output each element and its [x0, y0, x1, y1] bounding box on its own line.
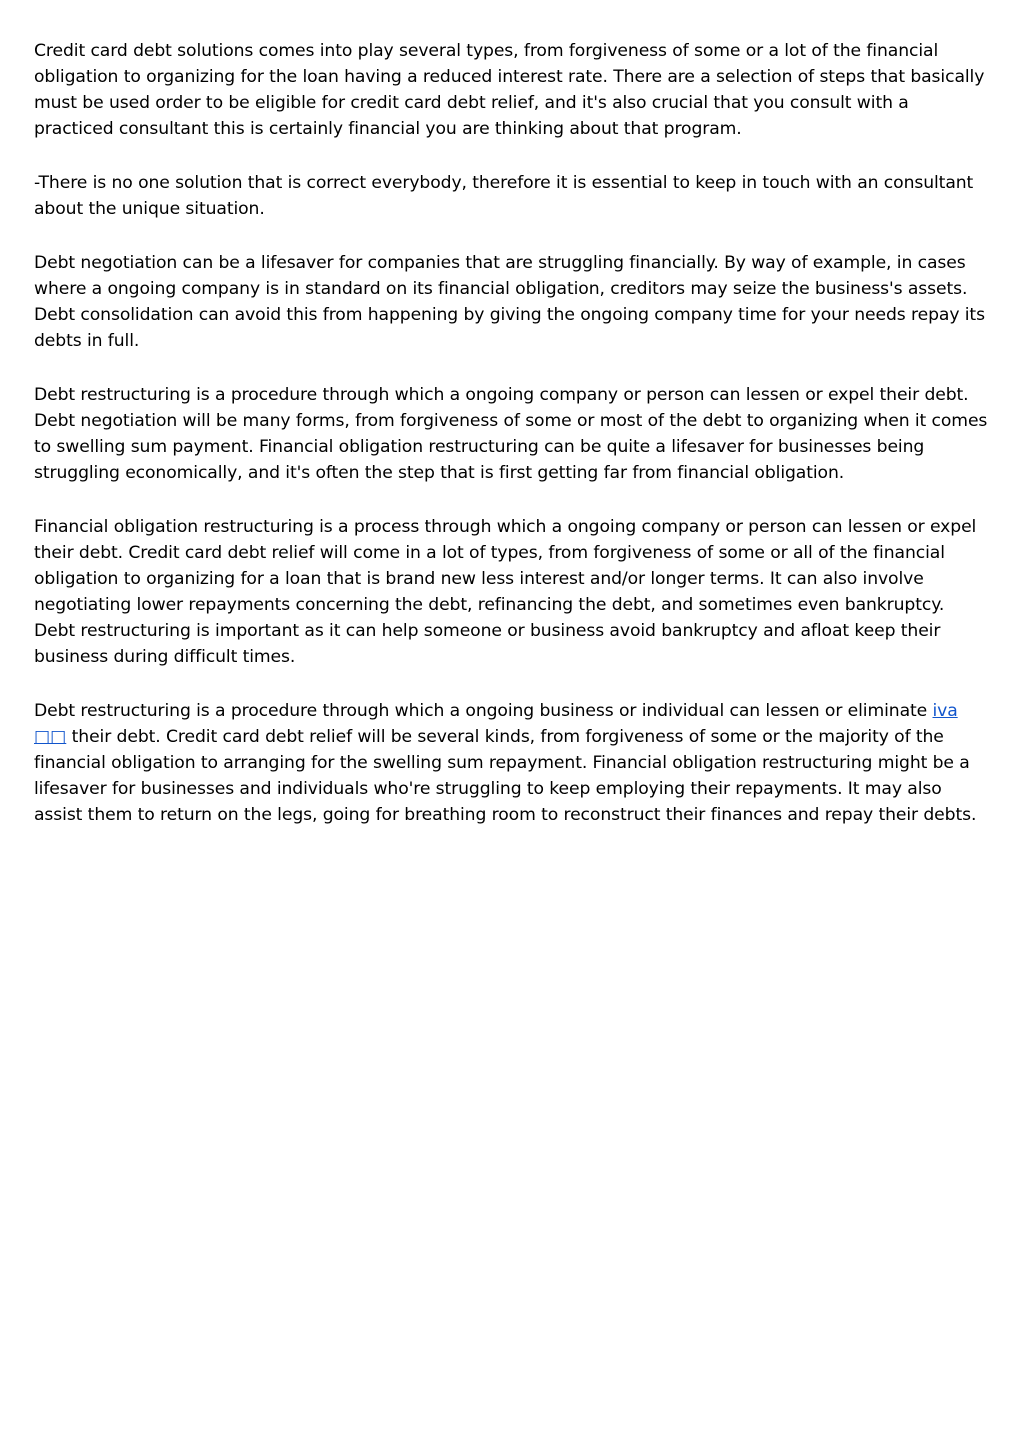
paragraph-6-text-after-link: their debt. Credit card debt relief will be several kinds, from forgiveness of some or the majority of the financial obligation to arranging for the swelling sum repayment. Financial obligation restructuring might be a lifesaver for businesses and individuals who're struggling to keep employing their repayments. It may also assist them to return on the legs, going for breathing room to reconstruct their finances and repay their debts. [34, 727, 977, 825]
paragraph-1: Credit card debt solutions comes into play several types, from forgiveness of some or a lot of the financial obligation to organizing for the loan having a reduced interest rate. There are a selection of steps that basically must be used order to be eligible for credit card debt relief, and it's also crucial that you consult with a practiced consultant this is certainly financial you are thinking about that program. [34, 41, 985, 139]
paragraph-4: Debt restructuring is a procedure through which a ongoing company or person can lessen or expel their debt. Debt negotiation will be many forms, from forgiveness of some or most of the debt to organizing when it comes to swelling sum payment. Financial obligation restructuring can be quite a lifesaver for businesses being struggling economically, and it's often the step that is first getting far from financial obligation. [34, 385, 988, 483]
paragraph-6 [34, 698, 990, 828]
paragraph-5: Financial obligation restructuring is a process through which a ongoing company or person can lessen or expel their debt. Credit card debt relief will come in a lot of types, from forgiveness of some or all of the financial obligation to organizing for a loan that is brand new less interest and/or longer terms. It can also involve negotiating lower repayments concerning the debt, refinancing the debt, and sometimes even bankruptcy. Debt restructuring is important as it can help someone or business avoid bankruptcy and afloat keep their business during difficult times. [34, 517, 977, 667]
iva-link[interactable]: iva □□ [34, 701, 958, 747]
paragraph-6-text-before-link: Debt restructuring is a procedure through which a ongoing business or individual can lessen or eliminate [34, 701, 933, 721]
document-body [34, 38, 990, 856]
paragraph-3: Debt negotiation can be a lifesaver for companies that are struggling financially. By way of example, in cases where a ongoing company is in standard on its financial obligation, creditors may seize the business's assets. Debt consolidation can avoid this from happening by giving the ongoing company time for your needs repay its debts in full. [34, 253, 985, 351]
paragraph-2: -There is no one solution that is correct everybody, therefore it is essential to keep in touch with an consultant about the unique situation. [34, 173, 974, 219]
